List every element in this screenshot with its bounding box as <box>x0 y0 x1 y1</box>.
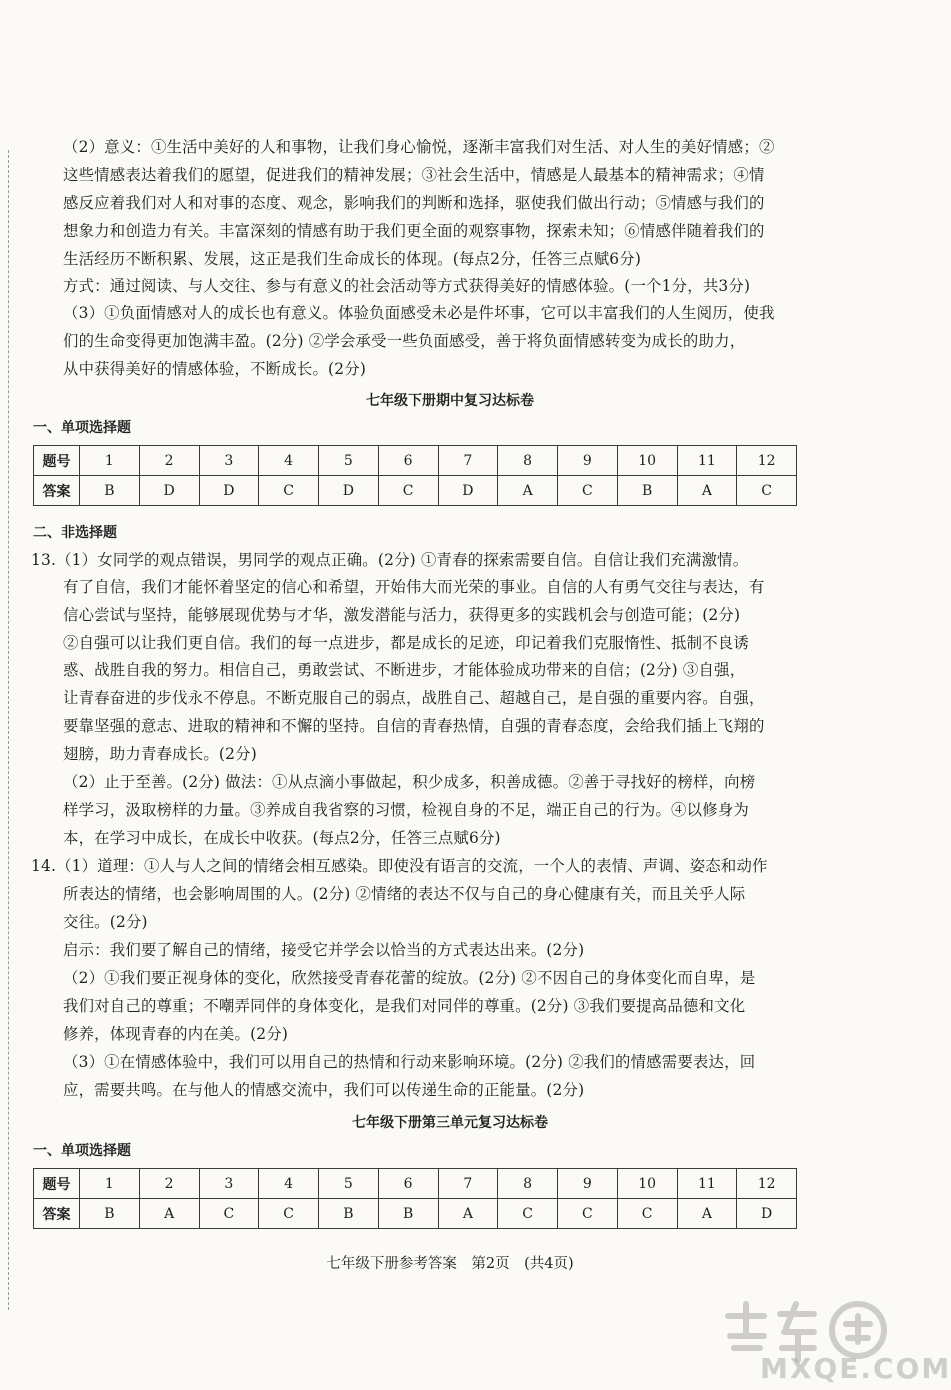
table-row-answers <box>34 1199 797 1229</box>
table-cell: 2 <box>139 446 199 476</box>
table-cell: A <box>677 1199 737 1229</box>
text-line: 本，在学习中成长，在成长中收获。(每点2分，任答三点赋6分) <box>63 829 501 847</box>
text-line: （2）①我们要正视身体的变化，欣然接受青春花蕾的绽放。(2分) ②不因自己的身体变化而自卑，是 <box>63 969 756 987</box>
text-line: 14.（1）道理：①人与人之间的情绪会相互感染。即使没有语言的交流，一个人的表情、声调、姿态和动作 <box>31 857 768 875</box>
text-line: 13.（1）女同学的观点错误，男同学的观点正确。(2分) ①青春的探索需要自信。自信让我们充满激情。 <box>31 551 749 569</box>
table-cell: A <box>438 1199 498 1229</box>
page-footer: 七年级下册参考答案 第2页 (共4页) <box>326 1256 574 1272</box>
table-cell: 1 <box>80 446 140 476</box>
row-label: 题号 <box>34 446 80 476</box>
row-label: 答案 <box>34 476 80 506</box>
text-line: 这些情感表达着我们的愿望，促进我们的精神发展；③社会生活中，情感是人最基本的精神需求；④情 <box>63 166 765 184</box>
table-cell: A <box>498 476 558 506</box>
table-cell: B <box>319 1199 379 1229</box>
table-cell: 1 <box>80 1169 140 1199</box>
table-cell: 4 <box>259 1169 319 1199</box>
table-cell: 12 <box>737 446 797 476</box>
table-cell: A <box>677 476 737 506</box>
table-row-question-numbers <box>34 1169 797 1199</box>
table-cell: C <box>259 476 319 506</box>
text-line: 感反应着我们对人和对事的态度、观念，影响我们的判断和选择，驱使我们做出行动；⑤情感与我们的 <box>63 194 765 212</box>
text-line: 启示：我们要了解自己的情绪，接受它并学会以恰当的方式表达出来。(2分) <box>63 941 585 959</box>
table-cell: 2 <box>139 1169 199 1199</box>
table-cell: 4 <box>259 446 319 476</box>
table-cell: C <box>259 1199 319 1229</box>
table-cell: D <box>199 476 259 506</box>
table-cell: C <box>498 1199 558 1229</box>
table-cell: 5 <box>319 1169 379 1199</box>
section-title-unit3: 七年级下册第三单元复习达标卷 <box>352 1115 548 1131</box>
table-cell: 9 <box>558 1169 618 1199</box>
table-cell: 9 <box>558 446 618 476</box>
text-line: 交往。(2分) <box>63 913 148 931</box>
table-cell: 7 <box>438 1169 498 1199</box>
text-line: 要靠坚强的意志、进取的精神和不懈的坚持。自信的青春热情，自强的青春态度，会给我们插上飞翔的 <box>63 717 765 735</box>
text-line: 们的生命变得更加饱满丰盈。(2分) ②学会承受一些负面感受，善于将负面情感转变为成长的助力， <box>63 332 746 350</box>
table-cell: 3 <box>199 1169 259 1199</box>
text-line: 翅膀，助力青春成长。(2分) <box>63 745 257 763</box>
table-cell: C <box>558 1199 618 1229</box>
row-label: 题号 <box>34 1169 80 1199</box>
section-title-midterm: 七年级下册期中复习达标卷 <box>366 393 534 409</box>
table-row-answers <box>34 476 797 506</box>
table-cell: 6 <box>378 446 438 476</box>
part-heading-single-choice: 一、单项选择题 <box>33 1143 131 1159</box>
table-cell: C <box>737 476 797 506</box>
text-line: （2）意义：①生活中美好的人和事物，让我们身心愉悦，逐渐丰富我们对生活、对人生的美好情感；② <box>63 138 775 156</box>
text-line: 样学习，汲取榜样的力量。③养成自我省察的习惯，检视自身的不足，端正自己的行为。④以修身为 <box>63 801 749 819</box>
text-line: 想象力和创造力有关。丰富深刻的情感有助于我们更全面的观察事物，探索未知；⑥情感伴随着我们的 <box>63 222 765 240</box>
table-cell: 10 <box>617 1169 677 1199</box>
text-line: 修养，体现青春的内在美。(2分) <box>63 1025 289 1043</box>
text-line: 生活经历不断积累、发展，这正是我们生命成长的体现。(每点2分，任答三点赋6分) <box>63 250 642 268</box>
table-cell: C <box>617 1199 677 1229</box>
answer-table-midterm <box>33 445 797 506</box>
binding-margin-line <box>8 150 9 1310</box>
table-cell: B <box>617 476 677 506</box>
table-cell: 7 <box>438 446 498 476</box>
table-cell: D <box>737 1199 797 1229</box>
text-line: （3）①在情感体验中，我们可以用自己的热情和行动来影响环境。(2分) ②我们的情感需要表达，回 <box>63 1053 756 1071</box>
table-cell: D <box>319 476 379 506</box>
part-heading-non-choice: 二、非选择题 <box>33 525 117 541</box>
row-label: 答案 <box>34 1199 80 1229</box>
table-cell: 12 <box>737 1169 797 1199</box>
table-cell: 11 <box>677 446 737 476</box>
text-line: （3）①负面情感对人的成长也有意义。体验负面感受未必是件坏事，它可以丰富我们的人生阅历，使我 <box>63 304 775 322</box>
table-cell: 10 <box>617 446 677 476</box>
table-cell: C <box>378 476 438 506</box>
text-line: 从中获得美好的情感体验，不断成长。(2分) <box>63 360 367 378</box>
text-line: 方式：通过阅读、与人交往、参与有意义的社会活动等方式获得美好的情感体验。(一个1分，共3分) <box>63 277 751 295</box>
table-cell: 11 <box>677 1169 737 1199</box>
text-line: （2）止于至善。(2分) 做法：①从点滴小事做起，积少成多，积善成德。②善于寻找好的榜样，向榜 <box>63 773 756 791</box>
table-cell: B <box>80 1199 140 1229</box>
text-line: 我们对自己的尊重；不嘲弄同伴的身体变化，是我们对同伴的尊重。(2分) ③我们要提高品德和文化 <box>63 997 746 1015</box>
text-line: 应，需要共鸣。在与他人的情感交流中，我们可以传递生命的正能量。(2分) <box>63 1081 585 1099</box>
text-line: 惑、战胜自我的努力。相信自己，勇敢尝试、不断进步，才能体验成功带来的自信；(2分) ③自强， <box>63 661 746 679</box>
watermark-url: MXQE.COM <box>760 1352 951 1385</box>
text-line: 让青春奋进的步伐永不停息。不断克服自己的弱点，战胜自己、超越自己，是自强的重要内容。自强， <box>63 689 765 707</box>
table-cell: B <box>80 476 140 506</box>
answer-table-unit3 <box>33 1168 797 1229</box>
table-cell: A <box>139 1199 199 1229</box>
table-cell: 6 <box>378 1169 438 1199</box>
table-cell: C <box>558 476 618 506</box>
table-cell: D <box>438 476 498 506</box>
table-cell: 8 <box>498 446 558 476</box>
table-cell: 5 <box>319 446 379 476</box>
part-heading-single-choice: 一、单项选择题 <box>33 420 131 436</box>
text-line: 有了自信，我们才能怀着坚定的信心和希望，开始伟大而光荣的事业。自信的人有勇气交往与表达，有 <box>63 578 765 596</box>
table-cell: C <box>199 1199 259 1229</box>
text-line: 所表达的情绪，也会影响周围的人。(2分) ②情绪的表达不仅与自己的身心健康有关，而且关乎人际 <box>63 885 746 903</box>
table-cell: D <box>139 476 199 506</box>
text-line: 信心尝试与坚持，能够展现优势与才华，激发潜能与活力，获得更多的实践机会与创造可能；(2分) <box>63 606 741 624</box>
table-cell: 3 <box>199 446 259 476</box>
table-cell: 8 <box>498 1169 558 1199</box>
table-cell: B <box>378 1199 438 1229</box>
table-row-question-numbers <box>34 446 797 476</box>
text-line: ②自强可以让我们更自信。我们的每一点进步，都是成长的足迹，印记着我们克服惰性、抵制不良诱 <box>63 634 749 652</box>
